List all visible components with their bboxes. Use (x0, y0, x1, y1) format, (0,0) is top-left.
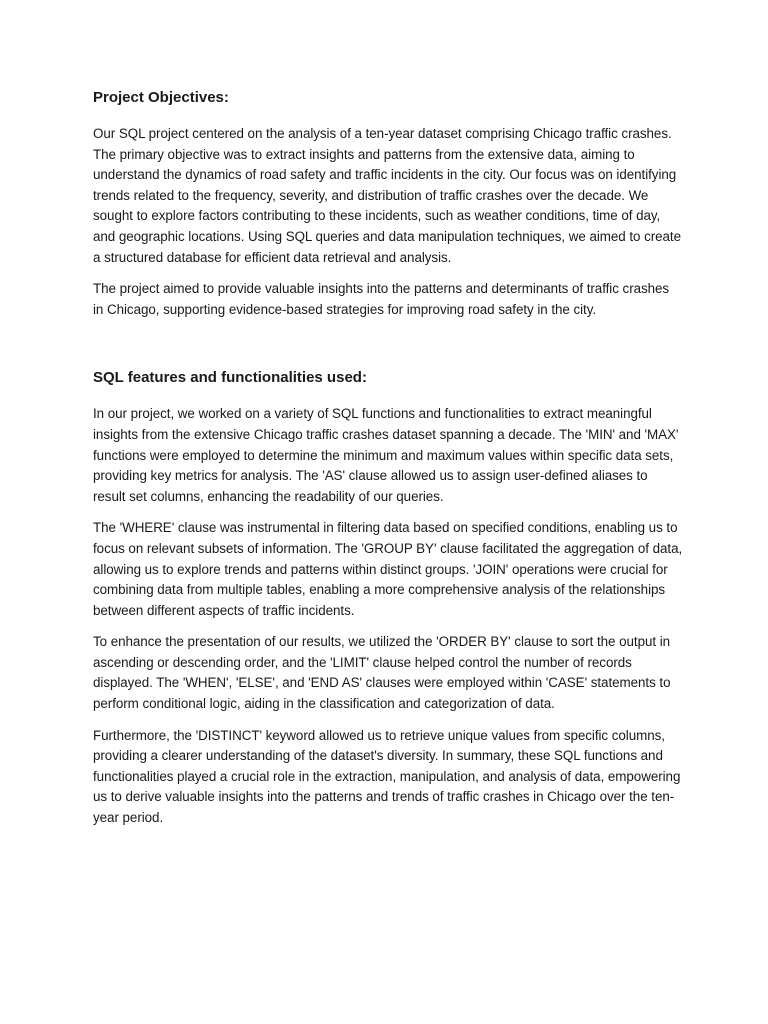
paragraph: Our SQL project centered on the analysis of a ten-year dataset comprising Chicago traffic crashes. The primary objective was to extract insights and patterns from the extensive data, aiming to understand the dynamics of road safety and traffic incidents in the city. Our focus was on identifying trends related to the frequency, severity, and distribution of traffic crashes over the decade. We sought to explore factors contributing to these incidents, such as weather conditions, time of day, and geographic locations. Using SQL queries and data manipulation techniques, we aimed to create a structured database for efficient data retrieval and analysis. (93, 126, 681, 265)
section-heading: SQL features and functionalities used: (93, 369, 367, 387)
section-heading: Project Objectives: (93, 89, 229, 106)
document-page (93, 88, 683, 840)
paragraph: The project aimed to provide valuable insights into the patterns and determinants of traffic crashes in Chicago, supporting evidence-based strategies for improving road safety in the city. (93, 281, 670, 317)
paragraph: The 'WHERE' clause was instrumental in filtering data based on specified conditions, enabling us to focus on relevant subsets of information. The 'GROUP BY' clause facilitated the aggregation of data, allowing us to explore trends and patterns within distinct groups. 'JOIN' operations were crucial for combining data from multiple tables, enabling a more comprehensive analysis of the relationships between different aspects of traffic incidents. (93, 520, 683, 618)
section-sql-features (93, 368, 683, 828)
paragraph: To enhance the presentation of our results, we utilized the 'ORDER BY' clause to sort the output in ascending or descending order, and the 'LIMIT' clause helped control the number of records displayed. The 'WHEN', 'ELSE', and 'END AS' clauses were employed within 'CASE' statements to perform conditional logic, aiding in the classification and categorization of data. (93, 634, 671, 712)
paragraph: Furthermore, the 'DISTINCT' keyword allowed us to retrieve unique values from specific columns, providing a clearer understanding of the dataset's diversity. In summary, these SQL functions and functionalities played a crucial role in the extraction, manipulation, and analysis of data, empowering us to derive valuable insights into the patterns and trends of traffic crashes in Chicago over the ten-year period. (93, 727, 681, 826)
section-project-objectives (93, 88, 683, 320)
paragraph: In our project, we worked on a variety of SQL functions and functionalities to extract meaningful insights from the extensive Chicago traffic crashes dataset spanning a decade. The 'MIN' and 'MAX' functions were employed to determine the minimum and maximum values within specific data sets, providing key metrics for analysis. The 'AS' clause allowed us to assign user-defined aliases to result set columns, enhancing the readability of our queries. (93, 406, 679, 504)
